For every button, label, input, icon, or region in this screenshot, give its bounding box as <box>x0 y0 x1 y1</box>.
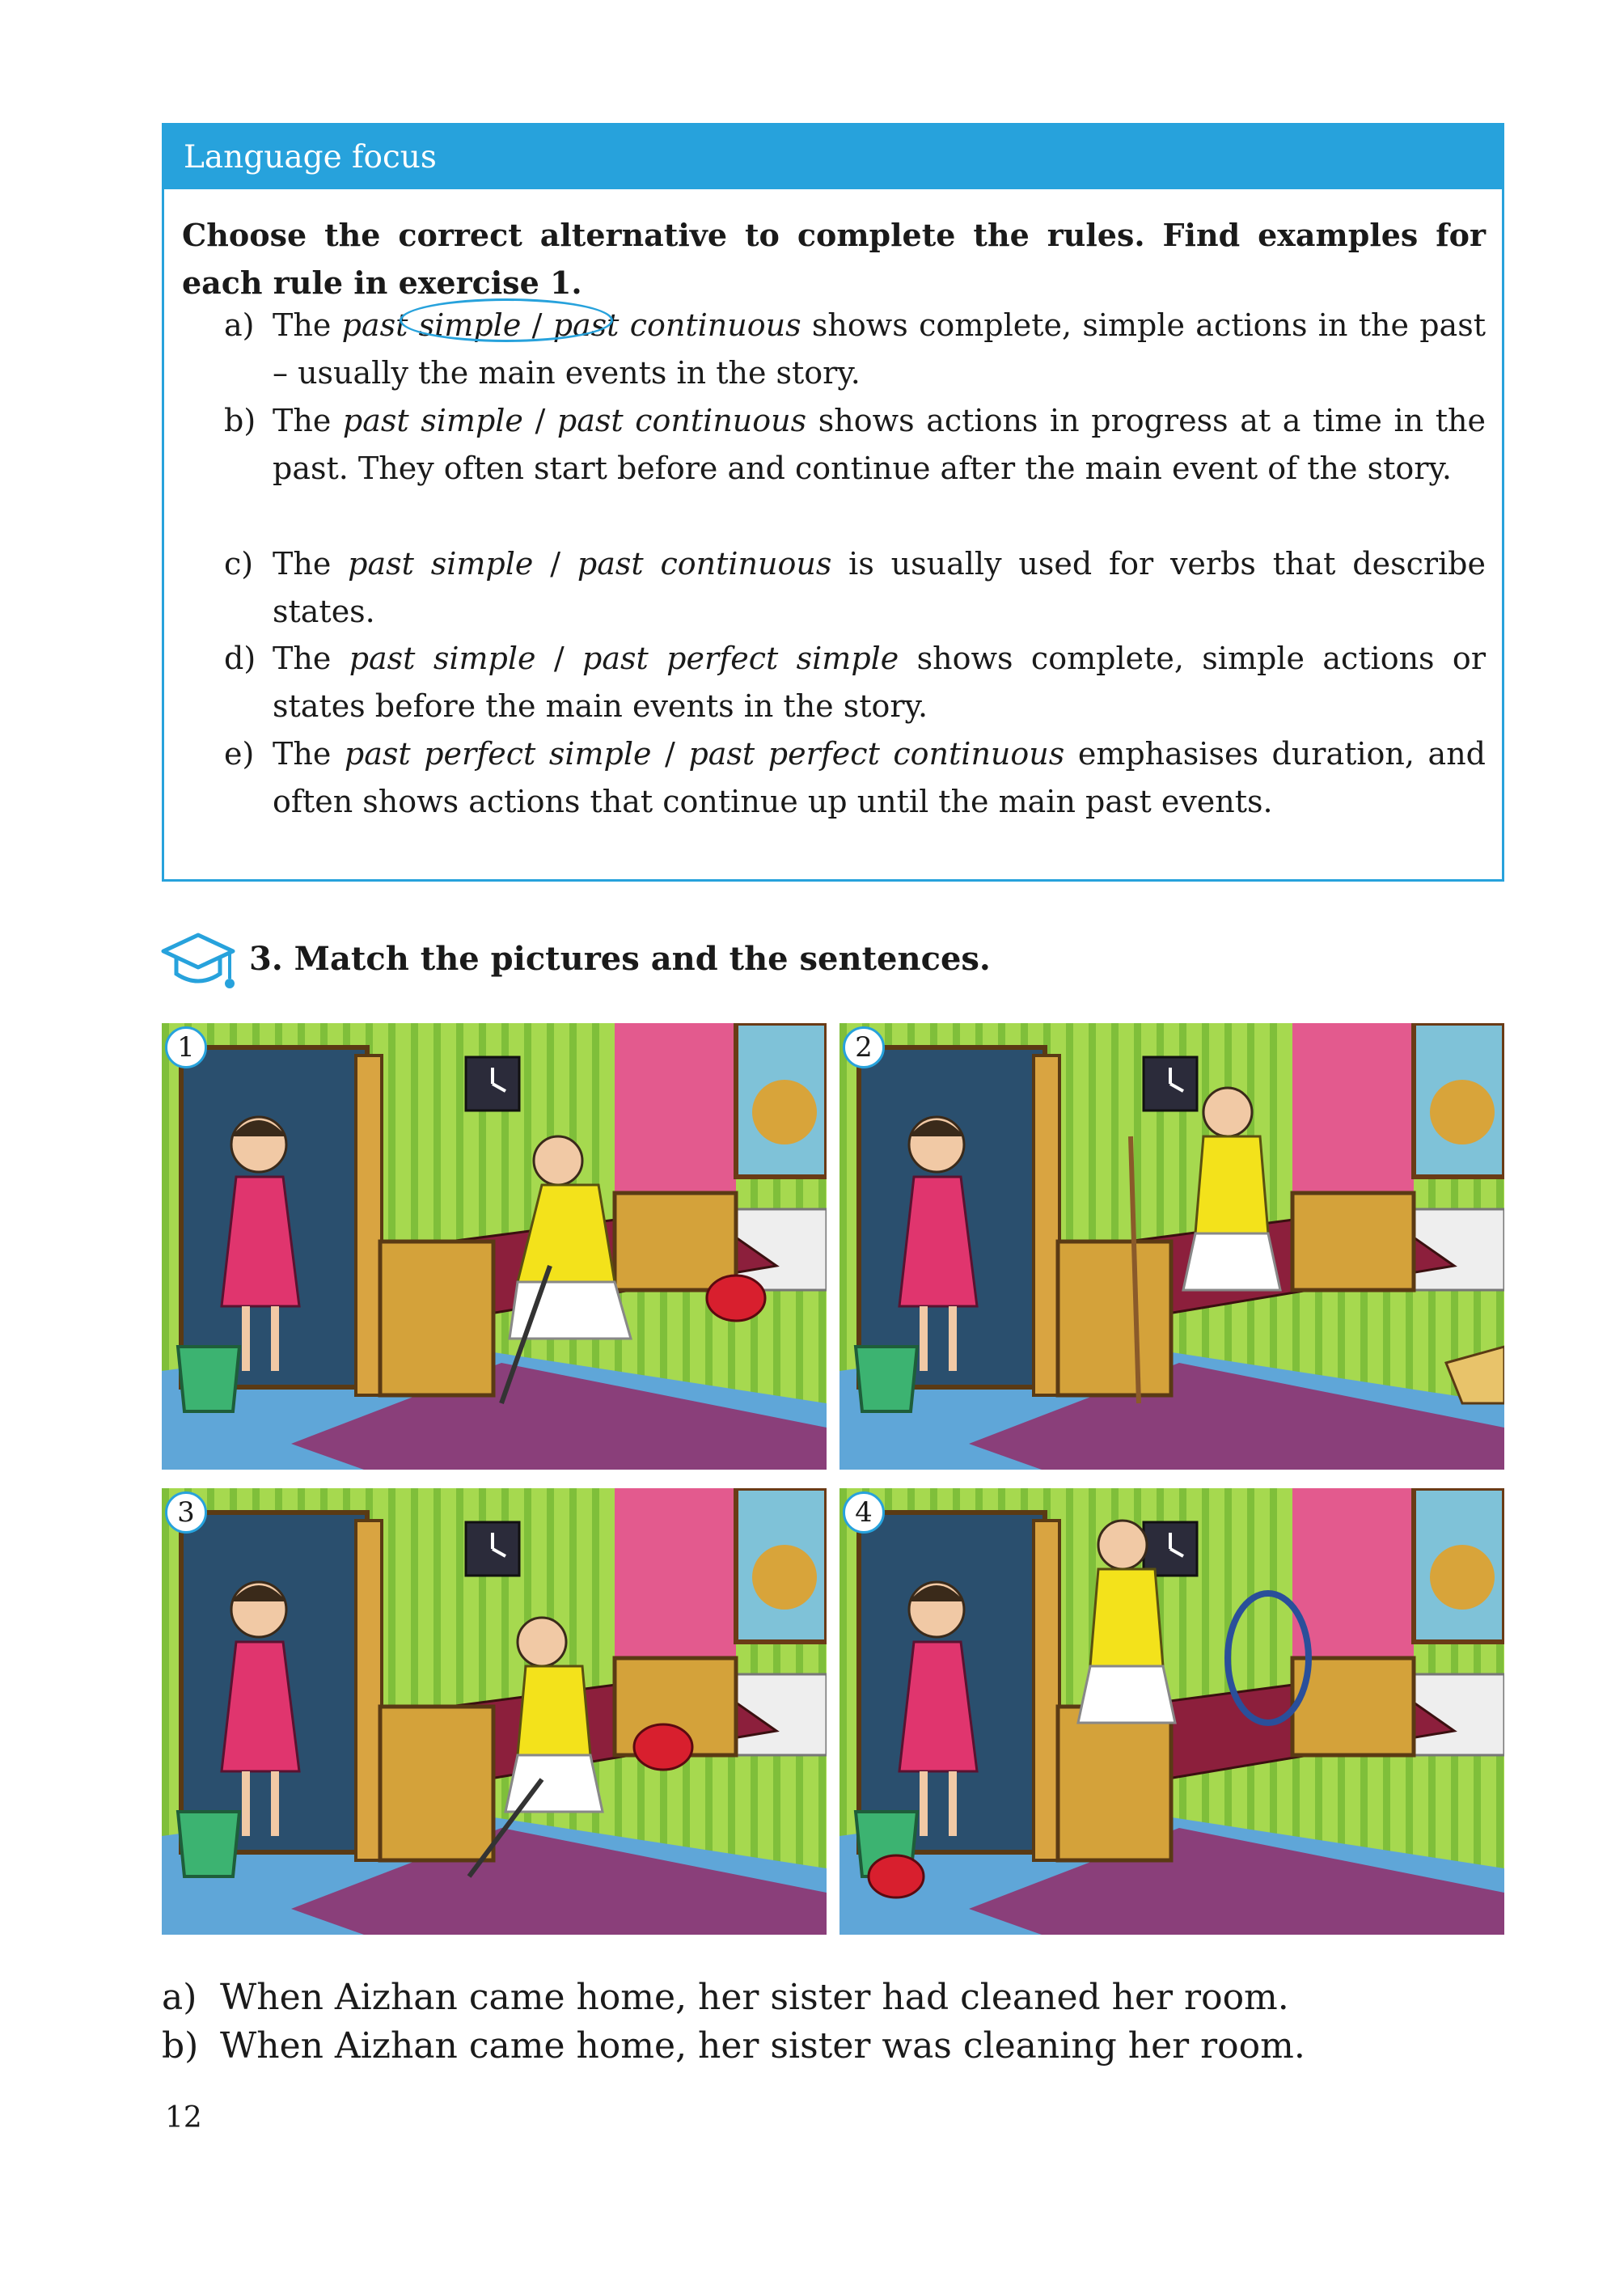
rule-option-1[interactable]: past perfect simple <box>344 736 652 772</box>
sentence-b <box>162 2022 1305 2071</box>
page-number: 12 <box>165 2101 202 2134</box>
rule-text: shows actions in progress at a time in the past. They often start before and continue after the main event of the story. <box>273 403 1486 486</box>
rule-option-2[interactable]: past continuous <box>556 403 807 438</box>
picture-panel-1[interactable] <box>162 1023 827 1470</box>
panel-number: 4 <box>843 1491 885 1534</box>
sentence-letter: b) <box>162 2025 199 2067</box>
rule-option-1[interactable]: past simple <box>341 307 522 343</box>
sentence-text: When Aizhan came home, her sister had cleaned her room. <box>220 1977 1289 2018</box>
rule-option-2[interactable]: past continuous <box>552 307 801 343</box>
panel-number: 2 <box>843 1026 885 1068</box>
room-illustration <box>162 1488 827 1935</box>
rule-option-2[interactable]: past perfect continuous <box>688 736 1065 772</box>
rule-separator: / <box>521 307 553 343</box>
rule-option-1[interactable]: past simple <box>349 641 536 676</box>
picture-panel-2[interactable] <box>839 1023 1504 1470</box>
rule-text: The <box>273 307 342 343</box>
exercise-3-heading: 3. Match the pictures and the sentences. <box>249 940 991 978</box>
panel-number: 1 <box>165 1026 207 1068</box>
rule-option-2[interactable]: past perfect simple <box>582 641 899 676</box>
language-focus-box <box>162 123 1504 882</box>
rule-letter: d) <box>224 641 256 676</box>
rule-text: shows complete, simple actions or states before the main events in the story. <box>273 641 1486 724</box>
rule-separator: / <box>535 641 583 676</box>
rule-separator: / <box>651 736 689 772</box>
rule-letter: e) <box>224 736 255 772</box>
focus-instruction: Choose the correct alternative to complete the rules. Find examples for each rule in exercise 1. <box>182 217 1486 301</box>
rule-text: The <box>273 736 345 772</box>
rule-c <box>224 540 1486 636</box>
rule-a <box>224 302 1486 397</box>
rule-d <box>224 635 1486 730</box>
language-focus-title: Language focus <box>164 125 1502 189</box>
sentence-text: When Aizhan came home, her sister was cleaning her room. <box>220 2025 1305 2067</box>
answer-circle-mark <box>400 298 613 342</box>
rule-text: The <box>273 546 349 582</box>
rule-letter: c) <box>224 546 254 582</box>
rule-option-1[interactable]: past simple <box>348 546 534 582</box>
rule-text: shows complete, simple actions in the past – usually the main events in the story. <box>273 307 1486 391</box>
rule-text: is usually used for verbs that describe states. <box>273 546 1486 629</box>
sentence-letter: a) <box>162 1977 197 2018</box>
room-illustration <box>162 1023 827 1470</box>
rule-b <box>224 397 1486 493</box>
rule-text: The <box>273 641 349 676</box>
rule-separator: / <box>533 546 577 582</box>
sentence-a <box>162 1974 1289 2022</box>
graduation-cap-icon <box>160 930 236 995</box>
rule-text: emphasises duration, and often shows actions that continue up until the main past events. <box>273 736 1486 819</box>
room-illustration <box>839 1023 1504 1470</box>
rule-e <box>224 730 1486 826</box>
room-illustration <box>839 1488 1504 1935</box>
rule-letter: a) <box>224 307 255 343</box>
picture-panel-3[interactable] <box>162 1488 827 1935</box>
rule-option-1[interactable]: past simple <box>342 403 523 438</box>
rule-separator: / <box>522 403 557 438</box>
picture-panel-4[interactable] <box>839 1488 1504 1935</box>
rule-letter: b) <box>224 403 256 438</box>
rule-option-2[interactable]: past continuous <box>577 546 832 582</box>
rule-text: The <box>273 403 343 438</box>
panel-number: 3 <box>165 1491 207 1534</box>
